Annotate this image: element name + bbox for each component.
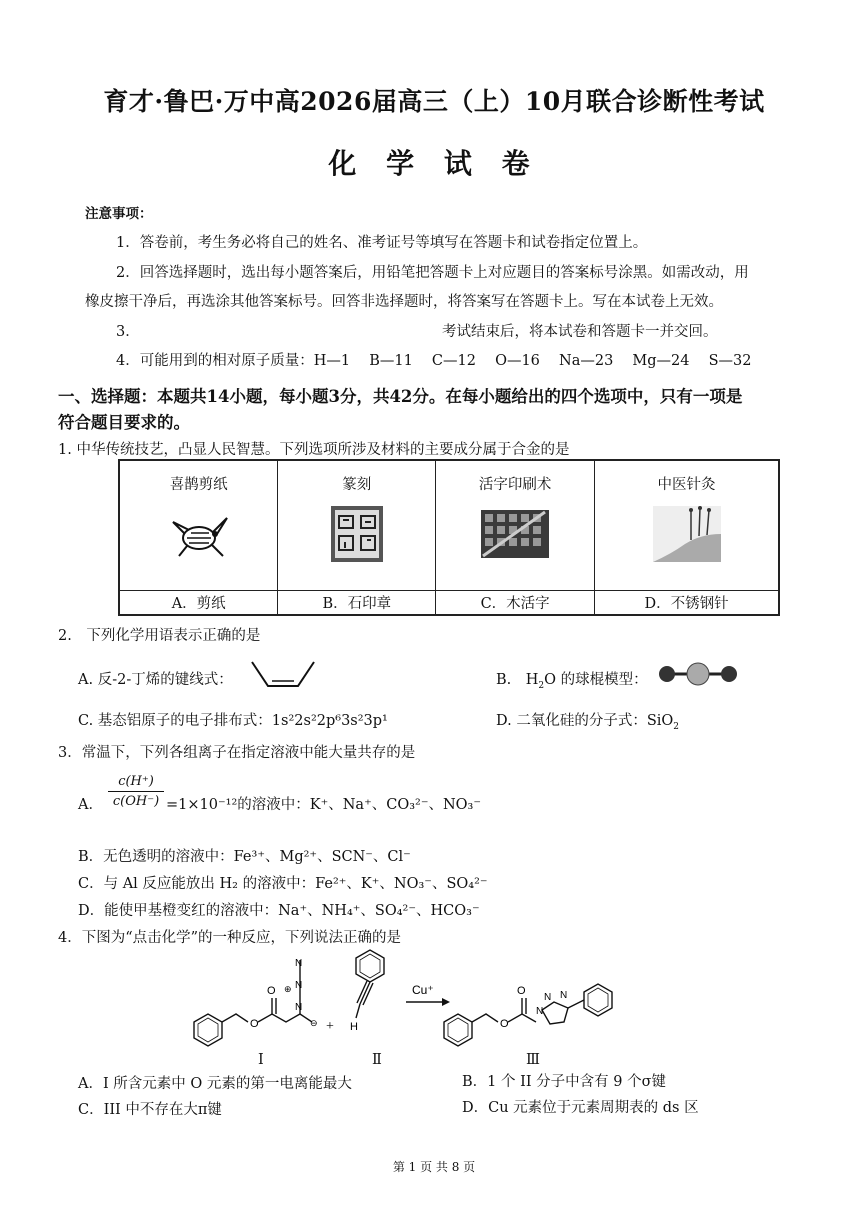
q1-header-d: 中医针灸 <box>657 477 716 493</box>
q2-b-prefix: B. H <box>496 672 539 688</box>
svg-text:N: N <box>560 990 568 1001</box>
svg-text:⊕: ⊕ <box>284 984 292 994</box>
svg-text:O: O <box>267 985 276 997</box>
section-1-line-1: 一、选择题：本题共14小题，每小题3分，共42分。在每小题给出的四个选项中，只有一项是 <box>58 387 743 406</box>
q1-header-b: 篆刻 <box>342 477 372 493</box>
stone-seal-icon <box>321 504 393 564</box>
q1-cell-b <box>278 460 436 591</box>
reactant-ii-structure <box>356 950 384 1018</box>
svg-text:N: N <box>295 1002 303 1013</box>
q1-stem: 1. 中华传统技艺，凸显人民智慧。下列选项所涉及材料的主要成分属于合金的是 <box>58 442 570 458</box>
q3-option-b: B．无色透明的溶液中：Fe³⁺、Mg²⁺、SCN⁻、Cl⁻ <box>78 849 411 865</box>
note-2a: 2．回答选择题时，选出每小题答案后，用铅笔把答题卡上对应题目的答案标号涂黑。如需改动，用 <box>116 265 749 281</box>
note-3-number: 3． <box>116 324 140 340</box>
q4-stem: 4．下图为“点击化学”的一种反应，下列说法正确的是 <box>58 930 402 946</box>
label-i: Ⅰ <box>258 1052 264 1068</box>
section-1-line-2: 符合题目要求的。 <box>58 413 190 432</box>
exam-title: 育才·鲁巴·万中高2026届高三（上）10月联合诊断性考试 <box>103 87 765 116</box>
q2-option-b <box>496 668 648 689</box>
magpie-papercut-icon <box>163 504 235 564</box>
product-iii-structure <box>444 984 612 1046</box>
q2-stem: 2. 下列化学用语表示正确的是 <box>58 628 261 644</box>
ball-and-stick-model-icon <box>656 662 740 686</box>
trans-2-butene-skeletal-icon <box>248 658 320 692</box>
q3-option-a-text: =1×10⁻¹²的溶液中：K⁺、Na⁺、CO₃²⁻、NO₃⁻ <box>166 797 482 813</box>
svg-text:N: N <box>295 958 303 969</box>
q4-option-a: A．I 所含元素中 O 元素的第一电离能最大 <box>78 1076 352 1092</box>
q1-option-b: B．石印章 <box>278 591 436 616</box>
q2-b-suffix: O 的球棍模型： <box>544 672 648 688</box>
q1-cell-c <box>436 460 595 591</box>
exam-subtitle: 化 学 试 卷 <box>328 147 540 180</box>
q3-stem: 3．常温下，下列各组离子在指定溶液中能大量共存的是 <box>58 745 416 761</box>
click-chemistry-reaction-diagram <box>180 948 660 1058</box>
svg-text:O: O <box>500 1018 509 1030</box>
catalyst-label: Cu⁺ <box>412 983 434 997</box>
q3-option-c: C．与 Al 反应能放出 H₂ 的溶液中：Fe²⁺、K⁺、NO₃⁻、SO₄²⁻ <box>78 876 488 892</box>
q2-d-prefix: D. 二氧化硅的分子式：SiO <box>496 713 674 729</box>
svg-text:N: N <box>544 992 552 1003</box>
label-iii: Ⅲ <box>526 1052 540 1068</box>
label-ii: Ⅱ <box>372 1052 382 1068</box>
q3-fraction-denominator: c(OH⁻) <box>108 791 164 809</box>
svg-text:N: N <box>295 980 303 991</box>
q2-option-d <box>496 709 679 730</box>
q3-option-a-label: A． <box>78 797 103 813</box>
svg-text:⊖: ⊖ <box>310 1018 318 1028</box>
note-2b: 橡皮擦干净后，再选涂其他答案标号。回答非选择题时，将答案写在答题卡上。写在本试卷上无效。 <box>85 294 723 310</box>
q1-option-c: C．木活字 <box>436 591 595 616</box>
q1-cell-a <box>119 460 278 591</box>
reaction-plus: + <box>326 1019 334 1034</box>
q1-option-a: A．剪纸 <box>119 591 278 616</box>
q3-option-d: D．能使甲基橙变红的溶液中：Na⁺、NH₄⁺、SO₄²⁻、HCO₃⁻ <box>78 903 480 919</box>
q1-cell-d <box>595 460 779 591</box>
q1-header-a: 喜鹊剪纸 <box>169 477 228 493</box>
svg-text:O: O <box>517 985 526 997</box>
page-number: 第 1 页 共 8 页 <box>392 1160 476 1174</box>
q4-option-b: B．1 个 II 分子中含有 9 个σ键 <box>462 1074 667 1090</box>
q1-header-c: 活字印刷术 <box>478 477 552 493</box>
notes-heading: 注意事项： <box>85 206 153 222</box>
movable-type-icon <box>479 504 551 564</box>
note-3-text: 考试结束后，将本试卷和答题卡一并交回。 <box>442 324 718 340</box>
q3-fraction <box>108 774 164 809</box>
svg-text:O: O <box>250 1018 259 1030</box>
q4-option-c: C．III 中不存在大π键 <box>78 1102 222 1118</box>
q4-option-d: D．Cu 元素位于元素周期表的 ds 区 <box>462 1100 699 1116</box>
q2-b-sub: 2 <box>538 680 545 691</box>
q2-d-sub: 2 <box>673 721 680 732</box>
svg-text:H: H <box>350 1021 358 1033</box>
svg-text:N: N <box>536 1006 544 1017</box>
acupuncture-needle-icon <box>651 504 723 564</box>
q3-fraction-numerator: c(H⁺) <box>118 774 154 789</box>
note-1: 1．答卷前，考生务必将自己的姓名、准考证号等填写在答题卡和试卷指定位置上。 <box>116 235 648 251</box>
q2-option-c: C. 基态铝原子的电子排布式：1s²2s²2p⁶3s²3p¹ <box>78 713 388 729</box>
q2-option-a: A. 反-2-丁烯的键线式： <box>78 672 233 688</box>
q1-table <box>118 459 780 616</box>
note-4: 4．可能用到的相对原子质量：H—1 B—11 C—12 O—16 Na—23 Mg—24 S—32 <box>116 353 752 369</box>
q1-option-d: D．不锈钢针 <box>595 591 779 616</box>
